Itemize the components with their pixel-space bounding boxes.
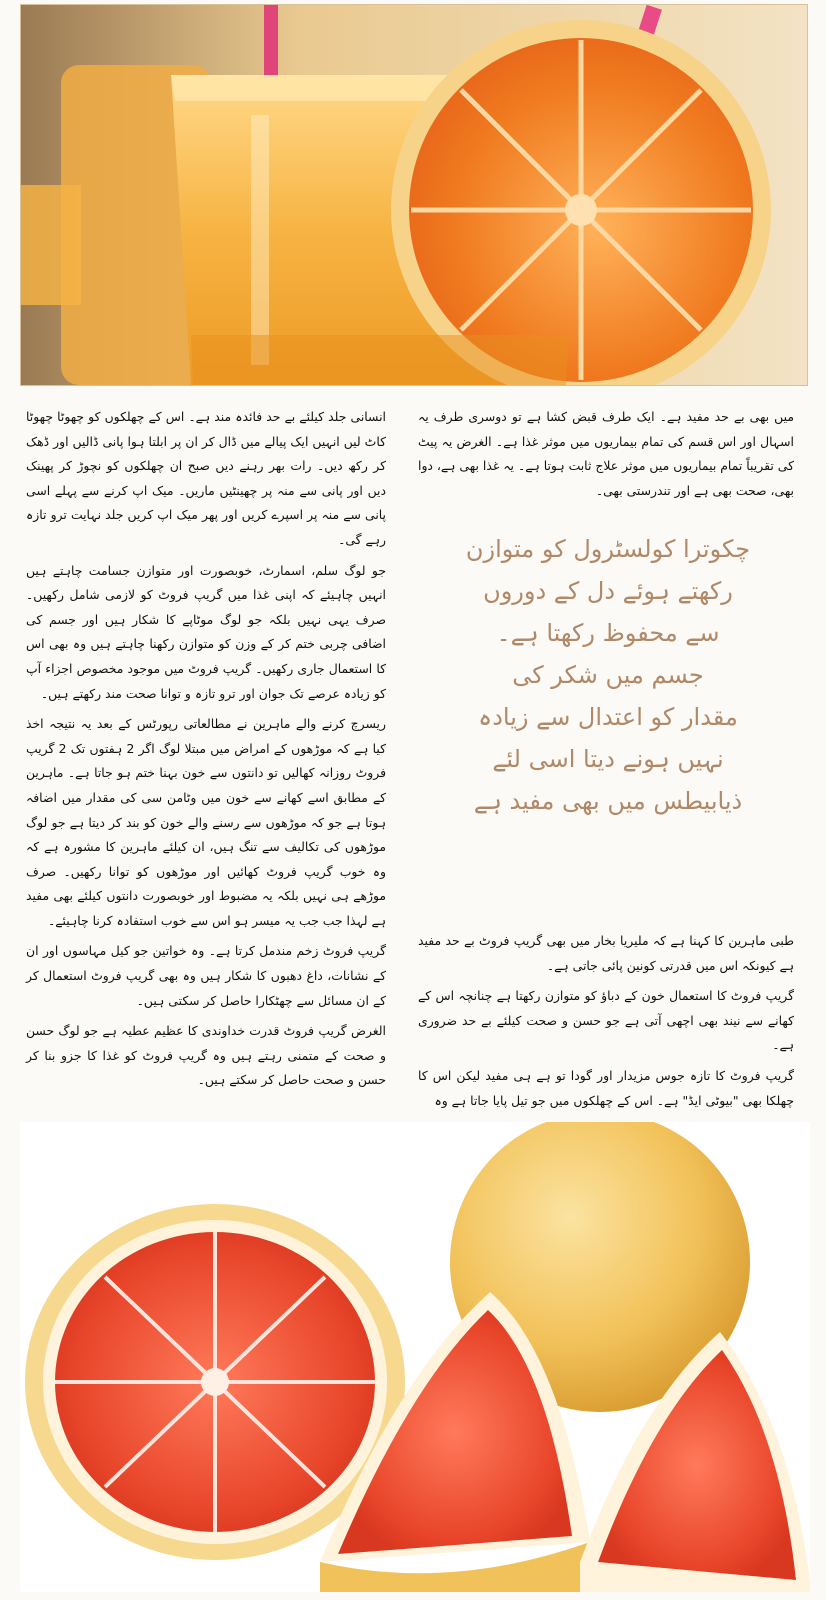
paragraph: میں بھی بے حد مفید ہے۔ ایک طرف قبض کشا ہے تو دوسری طرف یہ اسہال اور اس قسم کی تمام بیماریوں میں موثر غذا ہے۔ الغرض یہ پیٹ کی تقریباً تمام بیماریوں میں موثر علاج ثابت ہوتا ہے۔ یہ غذا بھی ہے، دوا بھی، صحت بھی ہے اور تندرستی بھی۔ bbox=[418, 409, 794, 498]
paragraph: گریپ فروٹ زخم مندمل کرتا ہے۔ وہ خواتین جو کیل مہاسوں اور ان کے نشانات، داغ دھبوں کا شکار ہیں وہ بھی گریپ فروٹ استعمال کر کے ان مسائل سے چھٹکارا حاصل کر سکتی ہیں۔ bbox=[26, 943, 386, 1008]
right-text-column-top bbox=[418, 405, 794, 509]
pull-quote-line: رکھتے ہوئے دل کے دوروں bbox=[483, 577, 733, 605]
grapefruit-halves-photo bbox=[20, 1122, 810, 1592]
grapefruit-juice-photo bbox=[20, 4, 808, 386]
paragraph: طبی ماہرین کا کہنا ہے کہ ملیریا بخار میں بھی گریپ فروٹ بے حد مفید ہے کیونکہ اس میں قدرتی کونین پائی جاتی ہے۔ bbox=[418, 933, 794, 973]
pull-quote-line: چکوترا کولسٹرول کو متوازن bbox=[465, 535, 751, 563]
left-text-column bbox=[26, 405, 386, 1099]
paragraph: گریپ فروٹ کا استعمال خون کے دباؤ کو متوازن رکھتا ہے چنانچہ اس کے کھانے سے نیند بھی اچھی آتی ہے جو حسن و صحت کیلئے بے حد ضروری ہے۔ bbox=[418, 988, 794, 1053]
paragraph: گریپ فروٹ کا تازہ جوس مزیدار اور گودا تو ہے ہی مفید لیکن اس کا چھلکا بھی "بیوٹی ایڈ" ہے۔ اس کے چھلکوں میں جو تیل پایا جاتا ہے وہ bbox=[418, 1067, 794, 1108]
pull-quote-line: نہیں ہونے دیتا اسی لئے bbox=[492, 745, 724, 773]
pull-quote-line: سے محفوظ رکھتا ہے۔ bbox=[496, 619, 720, 647]
pull-quote-line: ذیابیطس میں بھی مفید ہے bbox=[473, 787, 743, 815]
right-text-column-bottom bbox=[418, 929, 794, 1119]
pull-quote bbox=[418, 528, 798, 918]
paragraph: جو لوگ سلم، اسمارٹ، خوبصورت اور متوازن جسامت چاہتے ہیں انہیں چاہیئے کہ اپنی غذا میں گریپ فروٹ کو لازمی شامل رکھیں۔ صرف یہی نہیں بلکہ جو لوگ موٹاپے کا شکار ہیں اور جسم کی اضافی چربی ختم کر کے وزن کو متوازن رکھنا چاہتے ہیں وہ بھی اس کا استعمال جاری رکھیں۔ گریپ فروٹ میں موجود مخصوص اجزاء آپ کو زیادہ عرصے تک جوان اور ترو تازہ و توانا صحت مند رکھتے ہیں۔ bbox=[26, 562, 386, 701]
pull-quote-line: جسم میں شکر کی bbox=[512, 661, 704, 689]
paragraph: الغرض گریپ فروٹ قدرت خداوندی کا عظیم عطیہ ہے جو لوگ حسن و صحت کے متمنی رہتے ہیں وہ گریپ فروٹ کو غذا کا جزو بنا کر حسن و صحت حاصل کر سکتے ہیں۔ bbox=[26, 1023, 386, 1088]
paragraph: ریسرچ کرنے والے ماہرین نے مطالعاتی رپورٹس کے بعد یہ نتیجہ اخذ کیا ہے کہ موڑھوں کے امراض میں مبتلا لوگ اگر 2 ہفتوں تک 2 گریپ فروٹ روزانہ کھالیں تو دانتوں سے خون بہنا ختم ہو جاتا ہے۔ ماہرین کے مطابق اسے کھانے سے خون میں وٹامن سی کی مقدار میں اضافہ ہوتا ہے جو کہ موڑھوں سے رسنے والے خون کو بند کر دیتا ہے جو لوگ موڑھوں کی تکالیف سے تنگ ہیں، ان کیلئے ماہرین کا مشورہ ہے کہ وہ خوب گریپ فروٹ کھائیں اور موڑھوں کو توانا رکھیں۔ صرف موڑھے ہی نہیں بلکہ یہ مضبوط اور خوبصورت دانتوں کیلئے بھی مفید ہے لہذا جب جب یہ میسر ہو اس سے خوب استفادہ کرنا چاہیئے۔ bbox=[26, 716, 386, 928]
pull-quote-line: مقدار کو اعتدال سے زیادہ bbox=[478, 703, 738, 731]
paragraph: انسانی جلد کیلئے بے حد فائدہ مند ہے۔ اس کے چھلکوں کو چھوٹا چھوٹا کاٹ لیں انہیں ایک پیالے میں ڈال کر ان پر ابلتا ہوا پانی ڈالیں اور ڈھک کر رکھ دیں۔ رات بھر رہنے دیں صبح ان چھلکوں کو نچوڑ کر پھینک دیں اور پانی سے منہ پر چھینٹیں ماریں۔ میک اپ کرنے سے پہلے اسی پانی سے منہ پر اسپرے کریں اور پھر میک اپ کریں جلد نہایت ترو تازہ رہے گی۔ bbox=[26, 409, 386, 547]
grapefruit-halves-illustration bbox=[20, 1122, 810, 1592]
grapefruit-juice-illustration bbox=[21, 5, 807, 385]
